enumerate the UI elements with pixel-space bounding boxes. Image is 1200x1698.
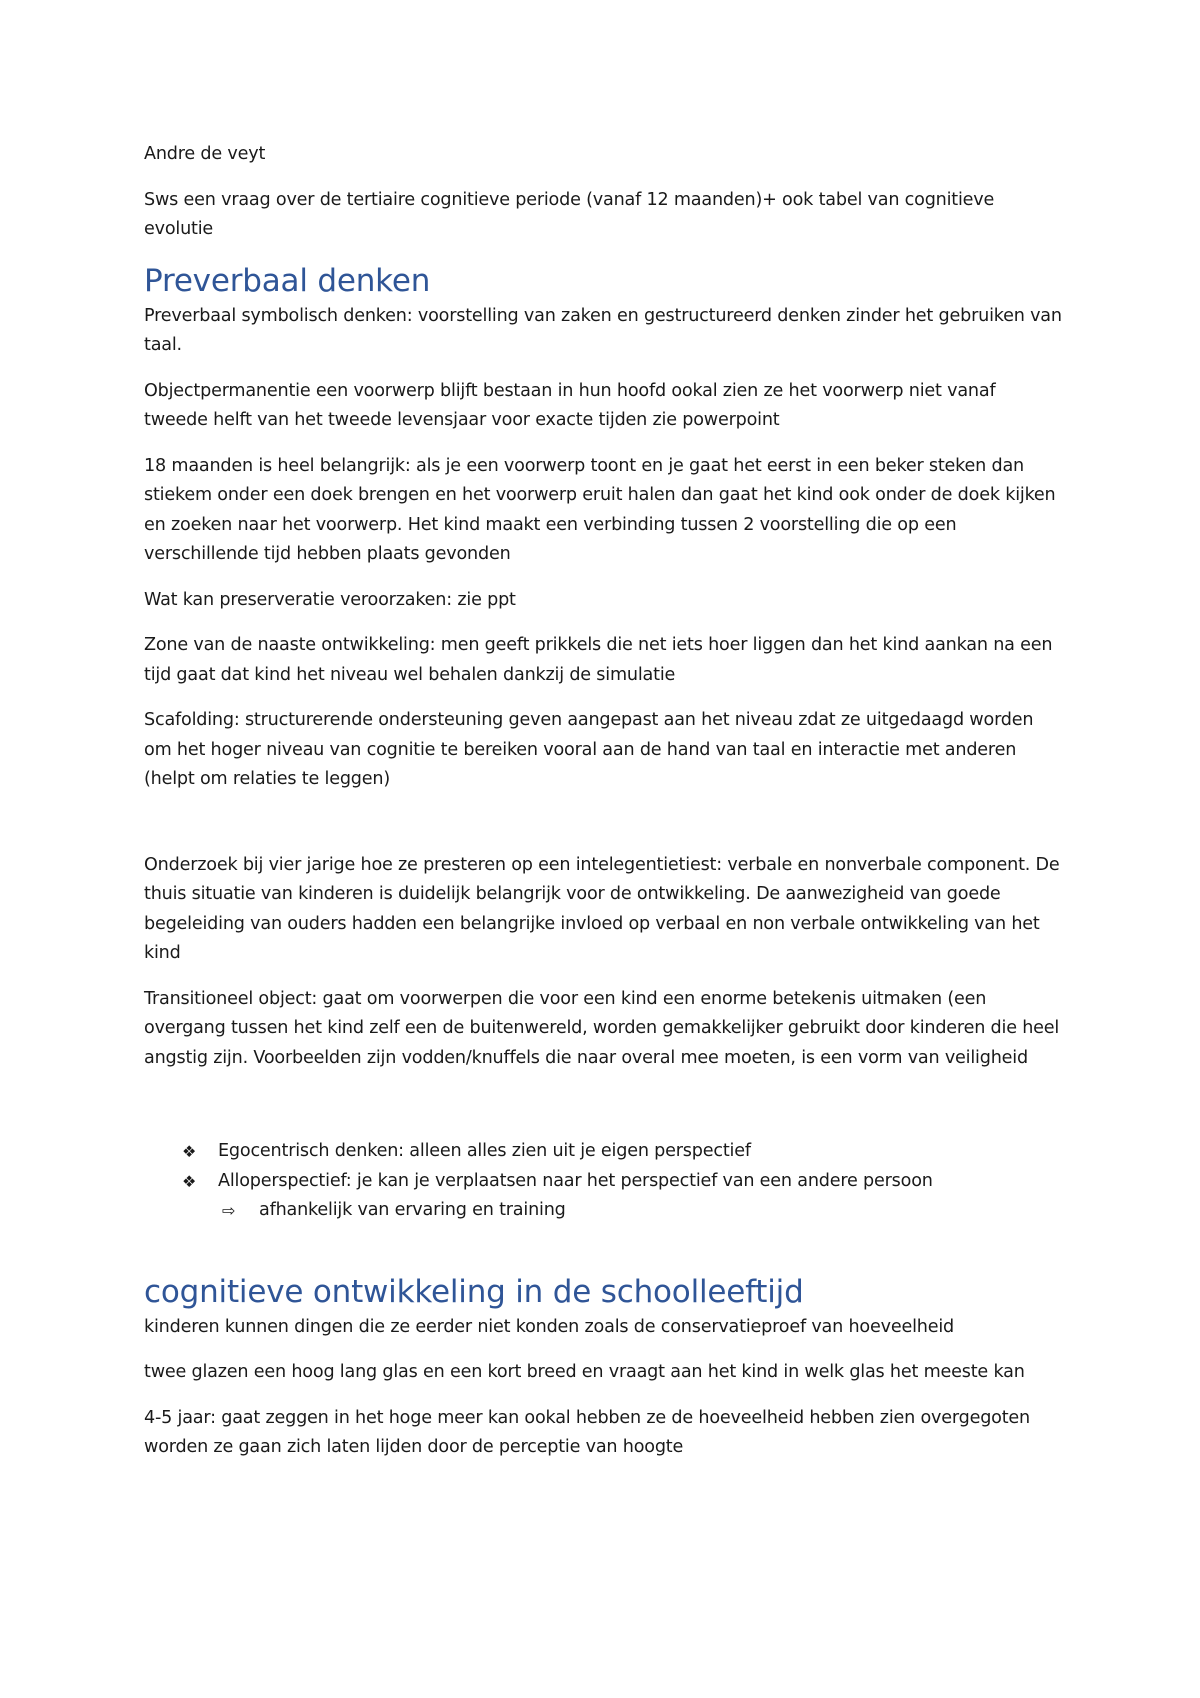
paragraph: Wat kan preserveratie veroorzaken: zie ppt xyxy=(144,589,516,610)
paragraph: Onderzoek bij vier jarige hoe ze presteren op een intelegentietiest: verbale en nonverbale component. De thuis situatie van kinderen is duidelijk belangrijk voor de ontwikkeling. De aanwezigheid van goede begeleiding van ouders hadden een belangrijke invloed op verbaal en non verbale ontwikkeling van het kind xyxy=(144,854,1060,963)
paragraph: Transitioneel object: gaat om voorwerpen die voor een kind een enorme betekenis uitmaken (een overgang tussen het kind zelf een de buitenwereld, worden gemakkelijker gebruikt door kinderen die heel angstig zijn. Voorbeelden zijn vodden/knuffels die naar overal mee moeten, is een vorm van veiligheid xyxy=(144,988,1060,1068)
section-heading-schoolleeftijd: cognitieve ontwikkeling in de schoolleeftijd xyxy=(144,1273,804,1310)
empty-line xyxy=(144,811,1064,851)
list-item xyxy=(144,1167,1064,1197)
bullet-list xyxy=(144,1137,1064,1226)
sub-list-item xyxy=(144,1196,1064,1226)
paragraph: Scafolding: structurerende ondersteuning geven aangepast aan het niveau zdat ze uitgedaagd worden om het hoger niveau van cognitie te bereiken vooral aan de hand van taal en interactie met anderen (helpt om relaties te leggen) xyxy=(144,710,1034,789)
author-line: Andre de veyt xyxy=(144,144,266,164)
document-page xyxy=(144,140,1064,1479)
section-heading-preverbaal: Preverbaal denken xyxy=(144,262,431,299)
paragraph: 18 maanden is heel belangrijk: als je een voorwerp toont en je gaat het eerst in een beker steken dan stiekem onder een doek brengen en het voorwerp eruit halen dan gaat het kind ook onder de doek kijken en zoeken naar het voorwerp. Het kind maakt een verbinding tussen 2 voorstelling die op een verschillende tijd hebben plaats gevonden xyxy=(144,455,1056,564)
paragraph: 4-5 jaar: gaat zeggen in het hoge meer kan ookal hebben ze de hoeveelheid hebben zien overgegoten worden ze gaan zich laten lijden door de perceptie van hoogte xyxy=(144,1407,1031,1457)
list-item xyxy=(144,1137,1064,1167)
four-diamond-bullet-icon: ❖ xyxy=(182,1171,197,1191)
empty-line xyxy=(144,1226,1064,1272)
empty-line xyxy=(144,1089,1064,1137)
intro-paragraph: Sws een vraag over de tertiaire cognitieve periode (vanaf 12 maanden)+ ook tabel van cognitieve evolutie xyxy=(144,189,995,239)
paragraph: Objectpermanentie een voorwerp blijft bestaan in hun hoofd ookal zien ze het voorwerp niet vanaf tweede helft van het tweede levensjaar voor exacte tijden zie powerpoint xyxy=(144,380,996,430)
arrow-right-outline-icon: ⇨ xyxy=(222,1201,236,1220)
paragraph: twee glazen een hoog lang glas en een kort breed en vraagt aan het kind in welk glas het meeste kan xyxy=(144,1362,1025,1382)
list-item-text: Egocentrisch denken: alleen alles zien uit je eigen perspectief xyxy=(218,1141,751,1161)
paragraph: Zone van de naaste ontwikkeling: men geeft prikkels die net iets hoer liggen dan het kind aankan na een tijd gaat dat kind het niveau wel behalen dankzij de simulatie xyxy=(144,635,1053,685)
paragraph: Preverbaal symbolisch denken: voorstelling van zaken en gestructureerd denken zinder het gebruiken van taal. xyxy=(144,305,1062,355)
four-diamond-bullet-icon: ❖ xyxy=(182,1142,197,1161)
paragraph: kinderen kunnen dingen die ze eerder niet konden zoals de conservatieproef van hoeveelheid xyxy=(144,1316,954,1337)
list-item-text: afhankelijk van ervaring en training xyxy=(259,1200,566,1220)
list-item-text: Alloperspectief: je kan je verplaatsen naar het perspectief van een andere persoon xyxy=(218,1170,933,1191)
